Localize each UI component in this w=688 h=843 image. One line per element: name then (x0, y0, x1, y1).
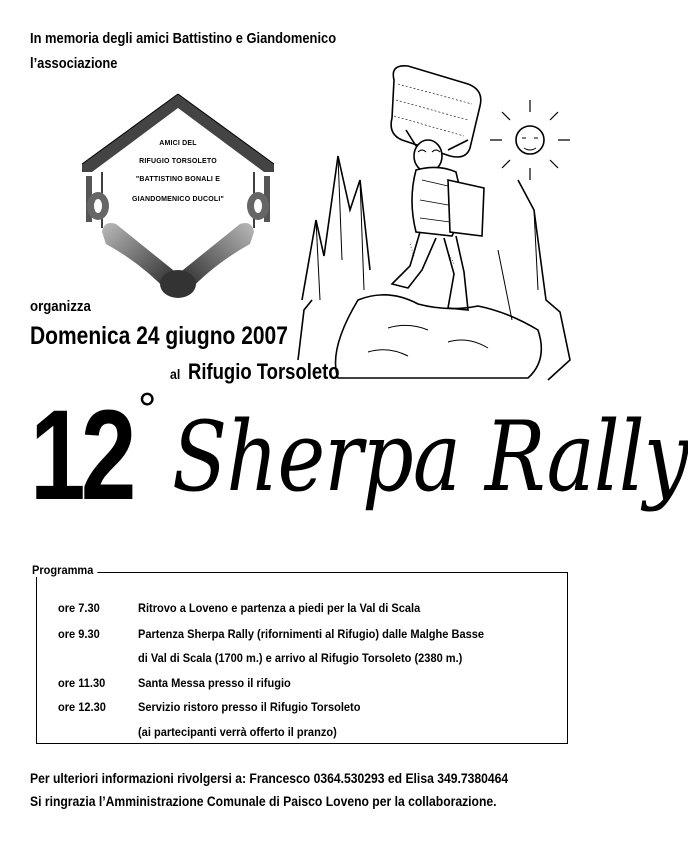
event-date: Domenica 24 giugno 2007 (30, 322, 288, 350)
schedule-time: ore 9.30 (58, 627, 100, 641)
degree-sign: ° (138, 383, 157, 435)
venue-prefix: al (170, 366, 181, 382)
schedule-item: di Val di Scala (1700 m.) e arrivo al Rifugio Torsoleto (2380 m.) (138, 651, 463, 665)
association-logo (82, 92, 274, 304)
logo-text-line: "BATTISTINO BONALI E (135, 176, 221, 183)
event-title: Sherpa Rally (172, 401, 688, 513)
acknowledgement: Si ringrazia l’Amministrazione Comunale di Paisco Loveno per la collaborazione. (30, 794, 497, 809)
schedule-item: (ai partecipanti verrà offerto il pranzo) (138, 725, 337, 739)
venue-name: Rifugio Torsoleto (188, 359, 340, 384)
sherpa-climber-illustration (298, 60, 590, 380)
schedule-time: ore 7.30 (58, 601, 100, 615)
contact-info: Per ulteriori informazioni rivolgersi a: Francesco 0364.530293 ed Elisa 349.7380464 (30, 771, 509, 786)
association-line: l’associazione (30, 55, 118, 72)
program-label: Programma (32, 563, 97, 577)
schedule-item: Santa Messa presso il rifugio (138, 676, 291, 690)
logo-text-line: RIFUGIO TORSOLETO (139, 158, 217, 165)
schedule-time: ore 11.30 (58, 676, 106, 690)
schedule-item: Partenza Sherpa Rally (rifornimenti al Rifugio) dalle Malghe Basse (138, 627, 485, 641)
logo-text-line: GIANDOMENICO DUCOLI" (131, 196, 225, 203)
edition-number: 12 (30, 384, 132, 527)
schedule-item: Ritrovo a Loveno e partenza a piedi per la Val di Scala (138, 601, 421, 615)
sun-icon (490, 100, 570, 180)
organizza-label: organizza (30, 298, 91, 315)
memorial-line: In memoria degli amici Battistino e Giandomenico (30, 30, 337, 47)
schedule-time: ore 12.30 (58, 700, 106, 714)
logo-text-line: AMICI DEL (159, 140, 197, 147)
schedule-item: Servizio ristoro presso il Rifugio Torsoleto (138, 700, 361, 714)
